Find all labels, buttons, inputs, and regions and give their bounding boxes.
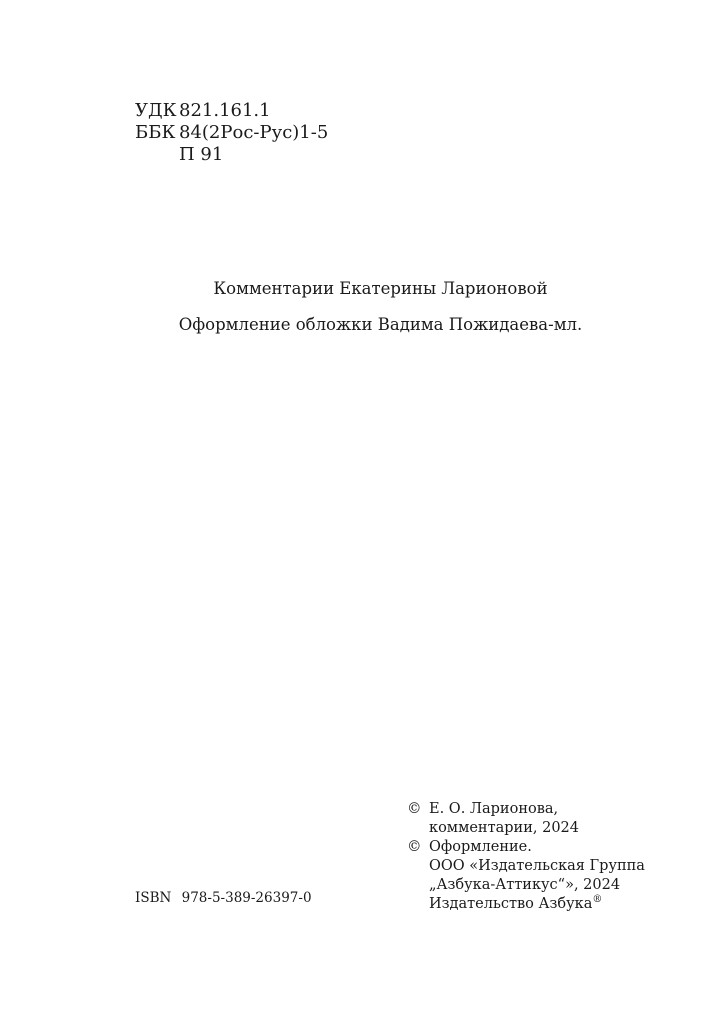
copyright-line: ООО «Издательская Группа: [429, 858, 645, 874]
isbn-value: 978-5-389-26397-0: [181, 890, 312, 906]
copyright-commentary: [407, 800, 645, 838]
copyright-sign: ©: [407, 839, 422, 855]
isbn-label: ISBN: [135, 890, 172, 906]
publisher-line: [429, 895, 645, 914]
bbk-label: ББК: [135, 122, 176, 143]
copyright-design: [407, 838, 645, 914]
cover-design-credit: Оформление обложки Вадима Пожидаева-мл.: [178, 315, 583, 334]
copyright-sign: ©: [407, 801, 422, 817]
publisher-name: Издательство Азбука: [429, 896, 593, 912]
copyright-line: „Азбука-Аттикус“», 2024: [429, 877, 621, 893]
credits-block: [0, 278, 709, 350]
author-mark-value: П 91: [179, 144, 224, 165]
author-mark-row: [135, 144, 328, 166]
commentary-credit: Комментарии Екатерины Ларионовой: [213, 279, 548, 298]
copyright-line: комментарии, 2024: [429, 820, 579, 836]
author-mark-label: [135, 144, 179, 166]
copyright-block: [407, 800, 645, 914]
udk-row: [135, 100, 328, 122]
registered-mark: ®: [592, 894, 603, 906]
classification-block: [135, 100, 328, 166]
bbk-row: [135, 122, 328, 144]
bbk-value: 84(2Рос-Рус)1-5: [179, 122, 329, 143]
udk-value: 821.161.1: [179, 100, 271, 121]
copyright-line: Е. О. Ларионова,: [429, 801, 559, 817]
udk-label: УДК: [135, 100, 177, 121]
copyright-line: Оформление.: [429, 839, 532, 855]
isbn-line: [135, 889, 312, 907]
